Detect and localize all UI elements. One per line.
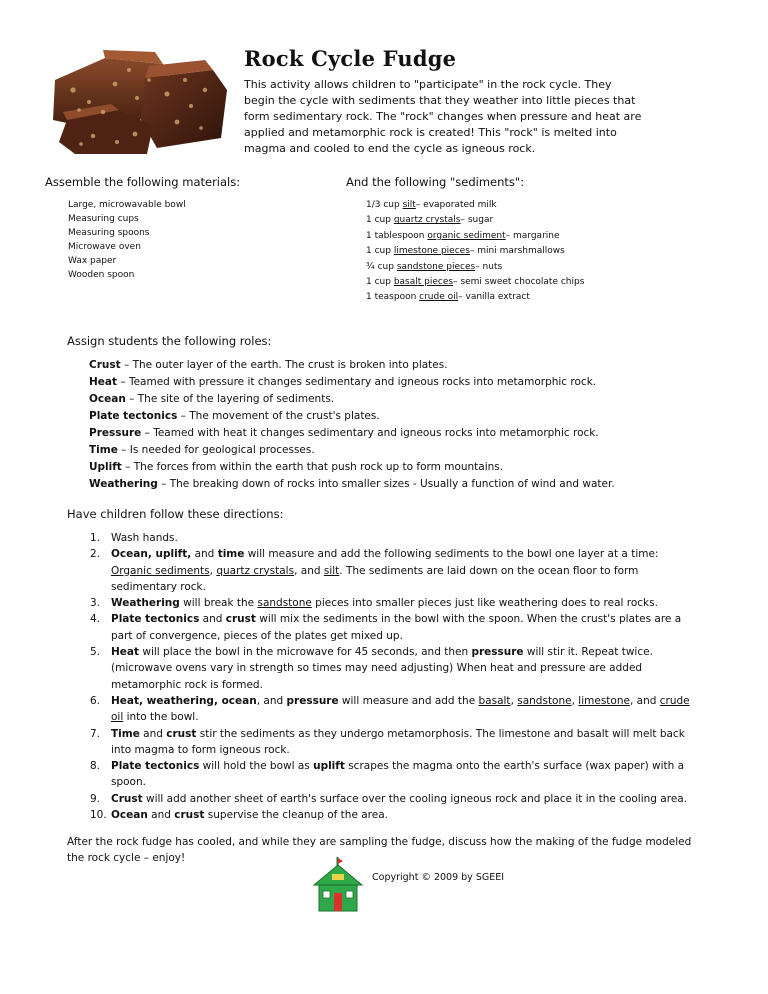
fudge-photo-icon: [45, 50, 228, 155]
directions-heading: Have children follow these directions:: [67, 507, 284, 521]
list-item: Measuring cups: [68, 214, 139, 224]
list-item: 1 cup limestone pieces– mini marshmallows: [366, 246, 565, 257]
list-item: 1 tablespoon organic sediment– margarine: [366, 230, 560, 241]
list-item: Microwave oven: [68, 242, 141, 252]
copyright-text: Copyright © 2009 by SGEEI: [372, 872, 505, 883]
roles-heading: Assign students the following roles:: [67, 334, 272, 348]
roles-list: [89, 357, 615, 493]
list-item: Wax paper: [68, 256, 117, 266]
list-item: 8. Plate tectonics will hold the bowl as uplift scrapes the magma onto the earth's surface (wax paper) with a spoon.: [90, 760, 685, 789]
schoolhouse-logo-icon: [312, 857, 364, 913]
materials-list: [68, 198, 186, 282]
directions-list: [90, 530, 690, 823]
page-title: Rock Cycle Fudge: [244, 46, 457, 71]
list-item: Time – Is needed for geological processes.: [89, 444, 315, 456]
intro-paragraph: This activity allows children to "participate" in the rock cycle. They begin the cycle with sediments that they weather into little pieces that form sedimentary rock. The "rock" changes when pressure and heat are applied and metamorphic rock is created! This "rock" is melted into magma and cooled to end the cycle as igneous rock.: [244, 78, 642, 155]
list-item: 1/3 cup silt– evaporated milk: [366, 200, 497, 210]
list-item: 5. Heat will place the bowl in the microwave for 45 seconds, and then pressure will stir it. Repeat twice. (microwave ovens vary in strength so times may need adjusting) When heat and pressure are added metamorphic rock is formed.: [90, 646, 653, 691]
closing-paragraph: After the rock fudge has cooled, and while they are sampling the fudge, discuss how the making of the fudge modeled the rock cycle – enjoy!: [67, 836, 692, 864]
list-item: Uplift – The forces from within the earth that push rock up to form mountains.: [89, 461, 504, 473]
list-item: 1. Wash hands.: [90, 532, 178, 544]
sediments-heading: And the following "sediments":: [346, 175, 525, 189]
list-item: 4. Plate tectonics and crust will mix the sediments in the bowl with the spoon. When the crust's plates are a part of convergence, pieces of the plates get mixed up.: [90, 613, 682, 642]
list-item: 1 cup basalt pieces– semi sweet chocolate chips: [366, 277, 585, 288]
list-item: 7. Time and crust stir the sediments as they undergo metamorphosis. The limestone and basalt will melt back into magma to form igneous rock.: [90, 727, 685, 756]
list-item: 2. Ocean, uplift, and time will measure and add the following sediments to the bowl one layer at a time: Organic sediments, quartz crystals, and silt. The sediments are laid down on the ocean floor to form sedimentary rock.: [90, 548, 659, 593]
list-item: Pressure – Teamed with heat it changes sedimentary and igneous rocks into metamorphic rock.: [89, 427, 599, 439]
list-item: 9. Crust will add another sheet of earth's surface over the cooling igneous rock and place it in the cooling area.: [90, 792, 688, 805]
list-item: 1 teaspoon crude oil– vanilla extract: [366, 292, 530, 303]
list-item: ¾ cup sandstone pieces– nuts: [366, 261, 503, 272]
list-item: Weathering – The breaking down of rocks into smaller sizes - Usually a function of wind and water.: [89, 478, 615, 490]
list-item: 6. Heat, weathering, ocean, and pressure will measure and add the basalt, sandstone, limestone, and crude oil into the bowl.: [90, 694, 690, 724]
list-item: Heat – Teamed with pressure it changes sedimentary and igneous rocks into metamorphic rock.: [89, 376, 597, 388]
list-item: 1 cup quartz crystals– sugar: [366, 215, 494, 226]
list-item: Wooden spoon: [68, 270, 135, 280]
list-item: 10. Ocean and crust supervise the cleanup of the area.: [90, 809, 388, 822]
list-item: 3. Weathering will break the sandstone pieces into smaller pieces just like weathering does to real rocks.: [90, 597, 658, 610]
list-item: Plate tectonics – The movement of the crust's plates.: [89, 410, 380, 422]
materials-heading: Assemble the following materials:: [45, 175, 241, 189]
list-item: Large, microwavable bowl: [68, 200, 186, 210]
list-item: Ocean – The site of the layering of sediments.: [89, 393, 335, 405]
list-item: Crust – The outer layer of the earth. The crust is broken into plates.: [89, 359, 448, 371]
list-item: Measuring spoons: [68, 228, 150, 238]
sediments-list: [366, 198, 584, 306]
